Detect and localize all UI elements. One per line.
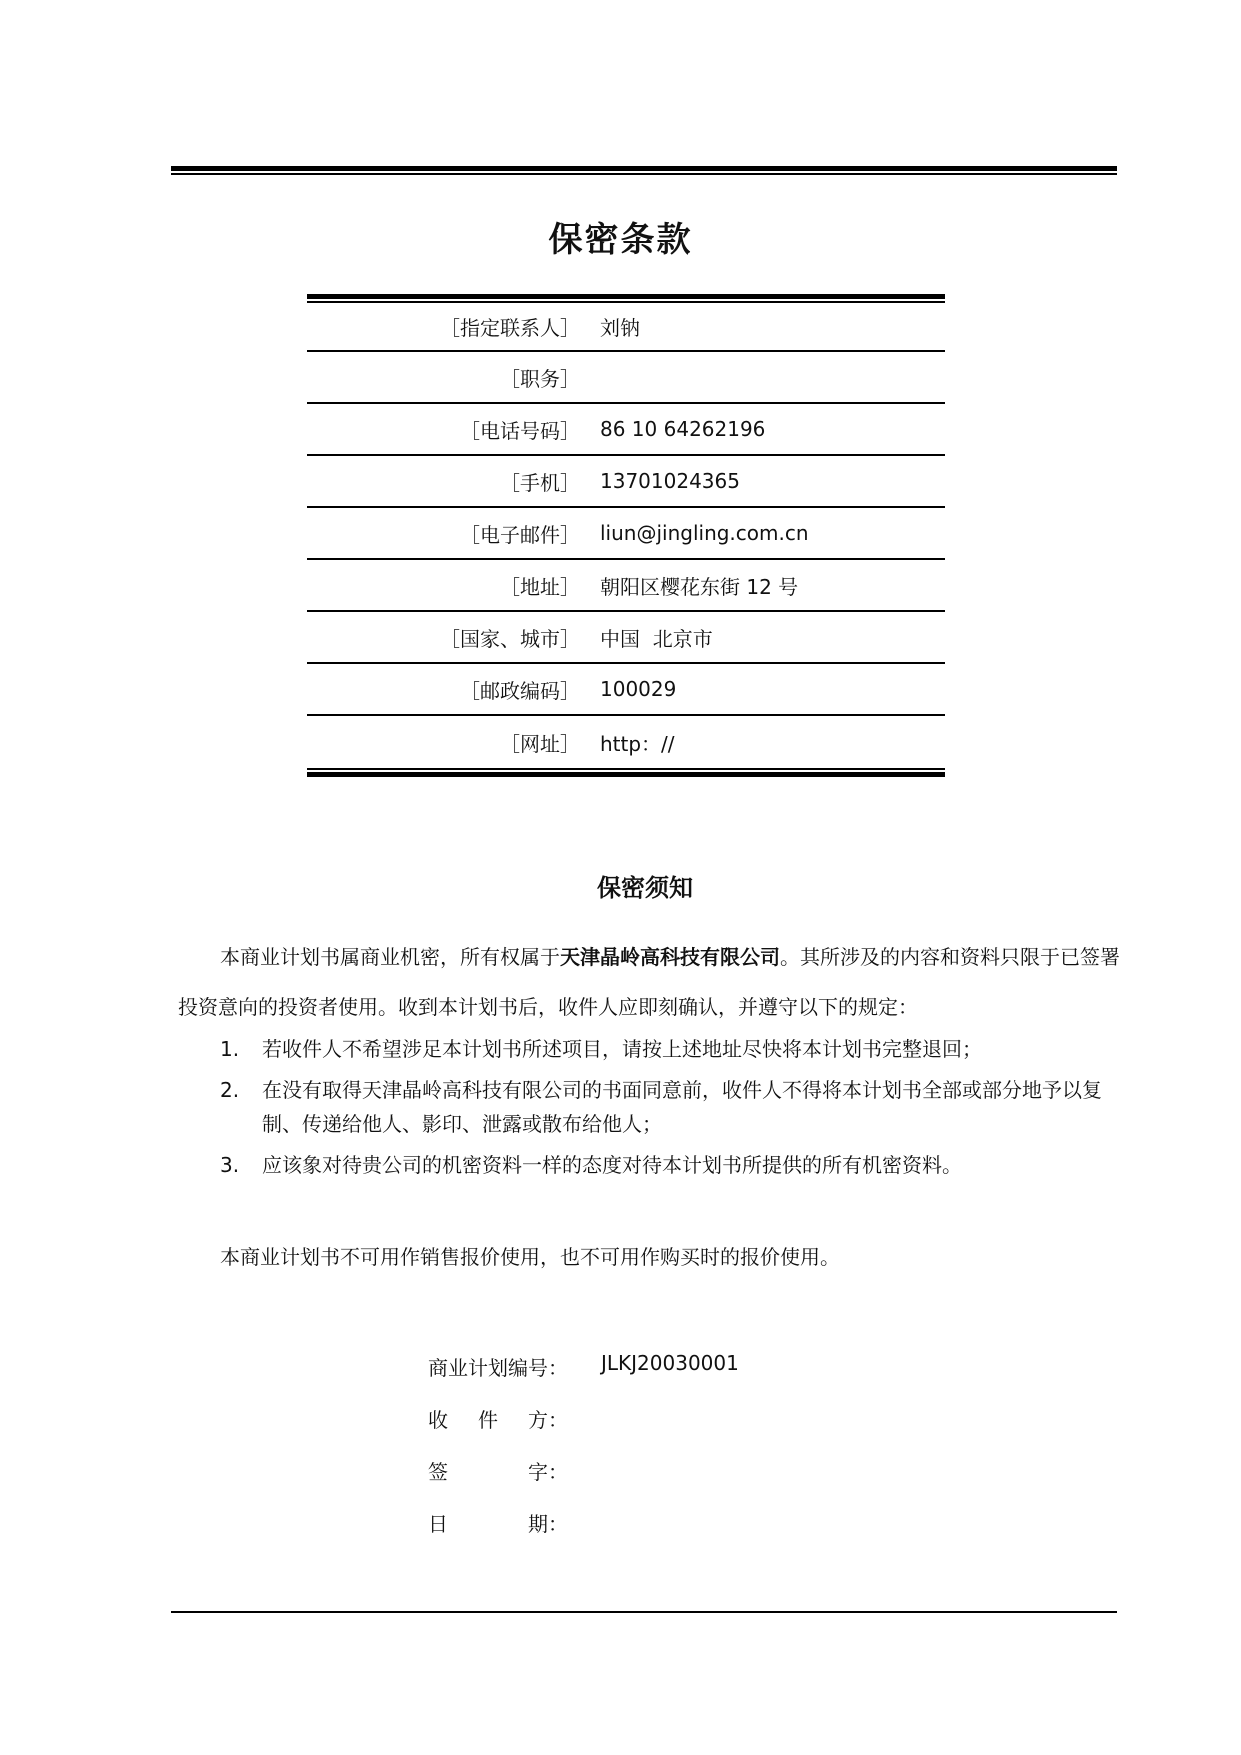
contact-value: 刘钠 [600,316,640,340]
table-bottom-rule [307,768,945,777]
signature-label [428,1456,568,1485]
contact-label: ［职务］ [500,366,580,391]
table-top-rule [307,294,945,303]
recipient-label-char: 件 [478,1407,498,1432]
contact-label: ［电子邮件］ [460,522,580,547]
contact-table [307,294,945,777]
plan-number-value: JLKJ20030001 [601,1351,739,1375]
contact-label: ［电话号码］ [460,418,580,443]
page-title: 保密条款 [548,220,693,260]
contact-label: ［指定联系人］ [440,316,580,340]
contact-row-website [307,716,945,768]
contact-row-phone [307,404,945,456]
signature-row [428,1444,739,1496]
contact-row-position [307,352,945,404]
contact-label: ［地址］ [500,574,580,599]
signature-label-char: 字： [528,1459,568,1484]
date-row [428,1496,739,1548]
contact-value: 朝阳区樱花东街 12 号 [600,574,799,599]
contact-label: ［国家、城市］ [440,626,580,651]
contact-value: 100029 [600,677,677,701]
plan-number-label [428,1352,568,1381]
contact-value: http：// [600,731,675,756]
recipient-row [428,1392,739,1444]
contact-label: ［邮政编码］ [460,678,580,703]
contact-label: ［网址］ [500,731,580,756]
recipient-label [428,1404,568,1433]
clause-text: 应该象对待贵公司的机密资料一样的态度对待本计划书所提供的所有机密资料。 [262,1153,962,1177]
clause-text: 若收件人不希望涉足本计划书所述项目，请按上述地址尽快将本计划书完整退回； [262,1037,982,1061]
date-label-char: 日 [428,1511,448,1536]
notice-intro-paragraph [178,932,1123,1032]
contact-row-address [307,560,945,612]
footer-rule [171,1611,1117,1613]
signature-label-char: 签 [428,1459,448,1484]
intro-company-name: 天津晶岭高科技有限公司 [560,945,780,969]
contact-value: liun@jingling.com.cn [600,521,809,545]
clause-item [178,1148,1123,1182]
contact-label: ［手机］ [500,470,580,495]
recipient-label-char: 方： [528,1407,568,1432]
clause-number: 1. [220,1037,240,1061]
contact-value: 中国 北京市 [600,626,713,651]
contact-row-contact-person [307,303,945,352]
contact-value: 13701024365 [600,469,740,493]
contact-rows [307,303,945,768]
contact-row-email [307,508,945,560]
clause-item [178,1032,1123,1066]
recipient-label-char: 收 [428,1407,448,1432]
date-label-char: 期： [528,1511,568,1536]
sign-block [428,1340,739,1548]
plan-number-row [428,1340,739,1392]
clause-number: 3. [220,1153,240,1177]
plan-number-label-text: 商业计划编号： [428,1355,568,1380]
clause-item [178,1073,1123,1141]
contact-row-mobile [307,456,945,508]
clause-text: 在没有取得天津晶岭高科技有限公司的书面同意前，收件人不得将本计划书全部或部分地予以复制、传递给他人、影印、泄露或散布给他人； [262,1078,1102,1136]
contact-row-country-city [307,612,945,664]
contact-row-postal-code [307,664,945,716]
contact-value: 86 10 64262196 [600,417,766,441]
date-label [428,1508,568,1537]
notice-title: 保密须知 [597,874,693,902]
header-double-rule [171,166,1117,175]
clause-number: 2. [220,1078,240,1102]
notice-clauses [178,1032,1123,1189]
intro-text-after: 。其所涉及的内容和资料只限于已签署投资意向的投资者使用。收到本计划书后，收件人应即刻确认，并遵守以下的规定： [178,945,1120,1019]
notice-closing-paragraph: 本商业计划书不可用作销售报价使用，也不可用作购买时的报价使用。 [220,1245,840,1269]
intro-text-before: 本商业计划书属商业机密，所有权属于 [220,945,560,969]
